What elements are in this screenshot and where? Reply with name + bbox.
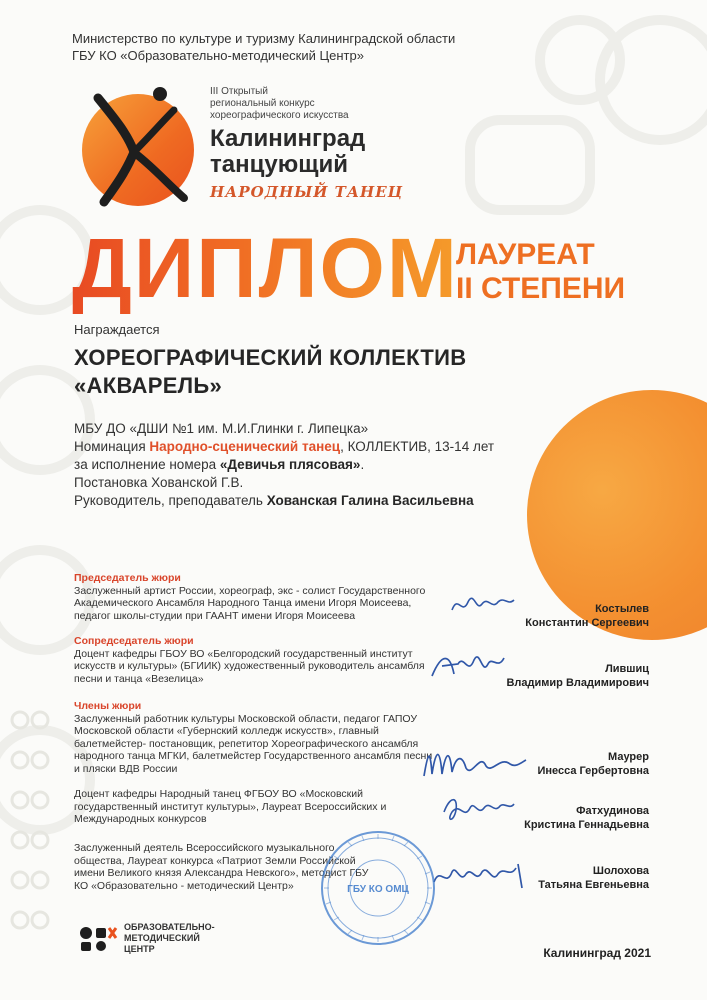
jury-member-2-desc: Доцент кафедры Народный танец ФГБОУ ВО «Московский государственный институт культуры», Лауреат Всероссийских и Международных конкурсов	[74, 788, 387, 825]
laureate-line-2: II СТЕПЕНИ	[456, 272, 626, 305]
jury-member-1-surname: Маурер	[608, 751, 649, 763]
dancer-sun-logo	[76, 80, 206, 210]
contest-genre: НАРОДНЫЙ ТАНЕЦ	[210, 183, 404, 201]
jury-member-3-surname: Шолохова	[592, 865, 649, 877]
awarded-label: Награждается	[74, 322, 160, 337]
nomination-line	[74, 438, 494, 456]
jury-member-3-desc: Заслуженный деятель Всероссийского музыкального общества, Лауреат конкурса «Патриот Земли Российской имени Великого князя Александра Невского», методист ГБУ КО «Образовательно - методический Центр»	[74, 842, 369, 892]
signature-maurer	[420, 742, 530, 782]
school-line: МБУ ДО «ДШИ №1 им. М.И.Глинки г. Липецка»	[74, 421, 369, 436]
contest-line-3: хореографического искусства	[210, 110, 349, 121]
award-details	[74, 420, 494, 510]
jury-cochair-name	[506, 662, 649, 690]
number-prefix: за исполнение номера	[74, 457, 220, 472]
jury-chair-desc: Заслуженный артист России, хореограф, экс - солист Государственного Академического Ансамбля Народного Танца имени Игоря Моисеева, педагог школы-студии при ГААНТ имени Игоря Моисеева	[74, 584, 426, 622]
ministry-header	[72, 30, 455, 64]
contest-title	[210, 86, 404, 201]
ministry-line: Министерство по культуре и туризму Калининградской области	[72, 31, 456, 46]
diploma-title: ДИПЛОМ	[72, 221, 459, 315]
number-suffix: .	[360, 457, 365, 472]
organization-stamp	[318, 828, 438, 948]
jury-cochair-desc: Доцент кафедры ГБОУ ВО «Белгородский государственный институт искусств и культуры» (БГИИК) художественный руководитель ансамбля песни и танца «Везелица»	[74, 647, 425, 685]
leader-line	[74, 492, 494, 510]
signature-kostylev	[448, 586, 518, 622]
signature-livshits	[428, 646, 508, 686]
jury-cochair-role: Сопредседатель жюри	[74, 635, 194, 647]
nomination-value: Народно-сценический танец	[149, 439, 341, 454]
number-line	[74, 456, 494, 474]
nomination-prefix: Номинация	[74, 439, 150, 454]
omc-line-2: МЕТОДИЧЕСКИЙ	[124, 933, 200, 943]
collective-line-1: ХОРЕОГРАФИЧЕСКИЙ КОЛЛЕКТИВ	[74, 345, 467, 370]
laureate-degree	[456, 238, 625, 306]
signature-fatkhudinova	[438, 792, 518, 828]
signature-sholokhova	[430, 858, 530, 894]
staging-line: Постановка Хованской Г.В.	[74, 475, 244, 490]
contest-line-2: региональный конкурс	[210, 98, 315, 109]
contest-dancing: танцующий	[210, 151, 348, 178]
jury-member-3-name	[538, 864, 649, 892]
collective-line-2: «АКВАРЕЛЬ»	[74, 373, 223, 398]
jury-chair-name	[525, 602, 649, 630]
jury-member-1-name	[537, 750, 649, 778]
jury-member-2-surname: Фатхудинова	[576, 805, 649, 817]
jury-member-2	[74, 788, 434, 826]
collective-name	[74, 344, 466, 400]
jury-chair	[74, 572, 434, 622]
organization-line: ГБУ КО «Образовательно-методический Центр»	[72, 48, 364, 63]
leader-name: Хованская Галина Васильевна	[266, 493, 474, 508]
jury-member-1	[74, 700, 434, 775]
omc-line-1: ОБРАЗОВАТЕЛЬНО-	[124, 922, 215, 932]
stamp-text: ГБУ КО ОМЦ	[347, 884, 409, 895]
jury-member-1-desc: Заслуженный работник культуры Московской области, педагог ГАПОУ Московской области «Губернский колледж искусств», главный балетмейстер- постановщик, репетитор Хореографического ансамбля народного танца МГКИ, балетмейстер Государственного ансамбля песни и пляски ВДВ России	[74, 712, 433, 775]
jury-cochair-given: Владимир Владимирович	[506, 677, 649, 689]
jury-cochair	[74, 635, 434, 685]
omc-logo-text	[124, 922, 215, 955]
jury-chair-role: Председатель жюри	[74, 572, 181, 584]
jury-chair-given: Константин Сергеевич	[525, 617, 649, 629]
footer-city-year: Калининград 2021	[543, 946, 651, 960]
omc-line-3: ЦЕНТР	[124, 944, 155, 954]
omc-logo-icon	[78, 925, 118, 953]
number-title: «Девичья плясовая»	[219, 457, 361, 472]
jury-member-1-given: Инесса Гербертовна	[537, 765, 649, 777]
jury-member-2-given: Кристина Геннадьевна	[524, 819, 649, 831]
jury-cochair-surname: Лившиц	[605, 663, 649, 675]
nomination-suffix: , КОЛЛЕКТИВ, 13-14 лет	[340, 439, 495, 454]
jury-chair-surname: Костылев	[595, 603, 649, 615]
contest-city: Калининград	[210, 125, 366, 152]
contest-line-1: III Открытый	[210, 86, 268, 97]
jury-member-3-given: Татьяна Евгеньевна	[538, 879, 649, 891]
jury-member-2-name	[524, 804, 649, 832]
jury-members-role: Члены жюри	[74, 700, 142, 712]
laureate-line-1: ЛАУРЕАТ	[456, 238, 595, 271]
leader-prefix: Руководитель, преподаватель	[74, 493, 267, 508]
